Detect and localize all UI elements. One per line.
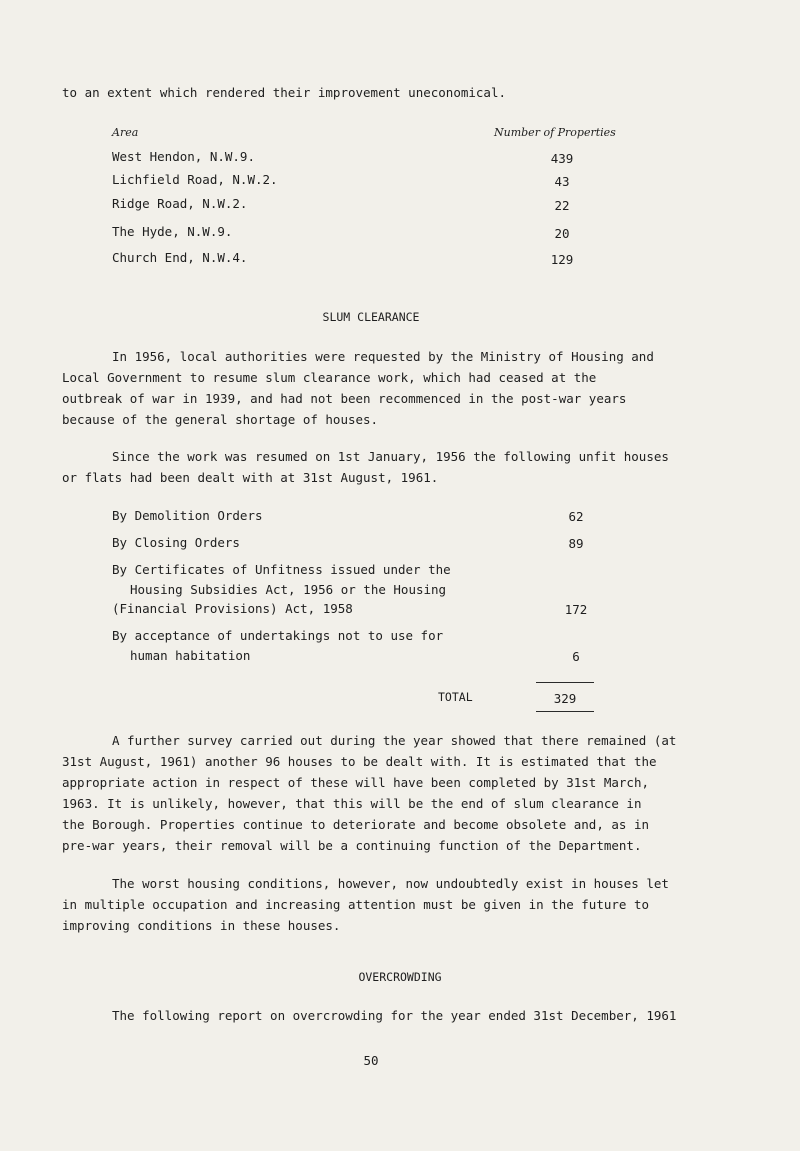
- intro-line: to an extent which rendered their improvement uneconomical.: [62, 85, 507, 100]
- paragraph-line: A further survey carried out during the year showed that there remained (at: [112, 733, 677, 748]
- table-row-area: West Hendon, N.W.9.: [112, 149, 255, 164]
- paragraph-line: in multiple occupation and increasing attention must be given in the future to: [62, 897, 649, 912]
- paragraph-line: 1963. It is unlikely, however, that this will be the end of slum clearance in: [62, 796, 642, 811]
- table-row-count: 43: [554, 174, 570, 189]
- list-item-label: Housing Subsidies Act, 1956 or the Housing: [130, 582, 447, 597]
- total-rule-bottom: [536, 711, 594, 712]
- table-header-count: Number of Properties: [494, 126, 616, 139]
- total-rule-top: [536, 682, 594, 683]
- list-item-value: 89: [568, 536, 584, 551]
- paragraph-line: In 1956, local authorities were requested by the Ministry of Housing and: [112, 349, 654, 364]
- paragraph-line: because of the general shortage of houses.: [62, 412, 379, 427]
- table-row-area: Ridge Road, N.W.2.: [112, 196, 248, 211]
- table-row-area: Church End, N.W.4.: [112, 250, 248, 265]
- paragraph-line: the Borough. Properties continue to deteriorate and become obsolete and, as in: [62, 817, 649, 832]
- list-item-label: human habitation: [130, 648, 251, 663]
- table-header-area: Area: [112, 126, 139, 139]
- table-row-count: 22: [554, 198, 570, 213]
- total-value: 329: [553, 691, 577, 706]
- paragraph-line: improving conditions in these houses.: [62, 918, 341, 933]
- paragraph-line: or flats had been dealt with at 31st August, 1961.: [62, 470, 439, 485]
- list-item-label: By Closing Orders: [112, 535, 240, 550]
- paragraph-line: The worst housing conditions, however, now undoubtedly exist in houses let: [112, 876, 669, 891]
- list-item-label: By acceptance of undertakings not to use for: [112, 628, 444, 643]
- list-item-value: 62: [568, 509, 584, 524]
- list-item-value: 172: [564, 602, 588, 617]
- section-heading-overcrowding: OVERCROWDING: [358, 970, 442, 984]
- section-heading-slum-clearance: SLUM CLEARANCE: [322, 310, 420, 324]
- paragraph-line: 31st August, 1961) another 96 houses to be dealt with. It is estimated that the: [62, 754, 657, 769]
- list-item-label: (Financial Provisions) Act, 1958: [112, 601, 353, 616]
- paragraph-line: Local Government to resume slum clearance work, which had ceased at the: [62, 370, 597, 385]
- total-label: TOTAL: [438, 690, 473, 704]
- list-item-label: By Certificates of Unfitness issued under the: [112, 562, 451, 577]
- table-row-count: 439: [550, 151, 574, 166]
- page-number: 50: [363, 1053, 379, 1068]
- list-item-value: 6: [572, 649, 580, 664]
- paragraph-line: Since the work was resumed on 1st January, 1956 the following unfit houses: [112, 449, 669, 464]
- list-item-label: By Demolition Orders: [112, 508, 263, 523]
- paragraph-line: pre-war years, their removal will be a continuing function of the Department.: [62, 838, 642, 853]
- table-row-area: Lichfield Road, N.W.2.: [112, 172, 278, 187]
- overcrowding-intro-line: The following report on overcrowding for the year ended 31st December, 1961: [112, 1008, 677, 1023]
- table-row-count: 129: [550, 252, 574, 267]
- paragraph-line: outbreak of war in 1939, and had not been recommenced in the post-war years: [62, 391, 627, 406]
- table-row-area: The Hyde, N.W.9.: [112, 224, 233, 239]
- table-row-count: 20: [554, 226, 570, 241]
- paragraph-line: appropriate action in respect of these will have been completed by 31st March,: [62, 775, 649, 790]
